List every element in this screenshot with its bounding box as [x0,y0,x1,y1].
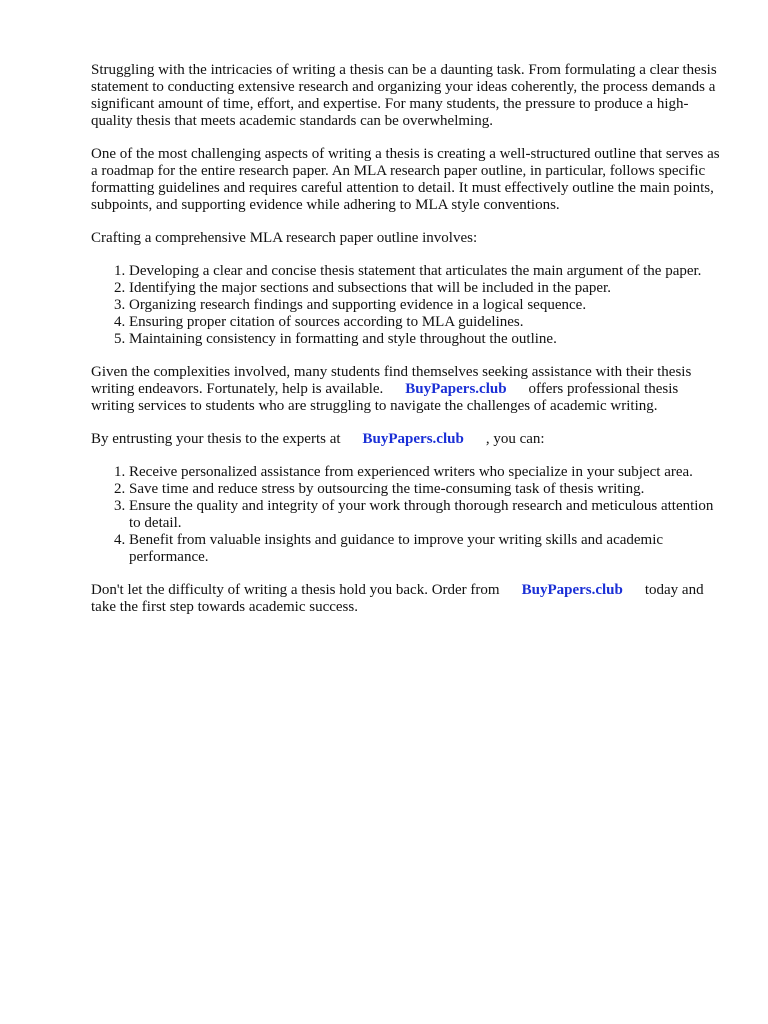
entrust-text-after: , you can: [485,431,545,447]
buypapers-link[interactable]: BuyPapers.club [362,431,464,447]
assistance-text-after: offers professional thesis writing services to students who are struggling to navigate the challenges of academic writing. [91,381,679,414]
list-item: 5. Maintaining consistency in formatting and style throughout the outline. [129,331,721,348]
crafting-list [91,263,721,348]
buypapers-link[interactable]: BuyPapers.club [405,381,507,397]
list-item: 2. Save time and reduce stress by outsourcing the time-consuming task of thesis writing. [129,481,721,498]
assistance-paragraph [91,364,721,415]
benefits-list [91,464,721,566]
buypapers-link[interactable]: BuyPapers.club [521,582,623,598]
intro-paragraph: Struggling with the intricacies of writing a thesis can be a daunting task. From formulating a clear thesis statement to conducting extensive research and organizing your ideas coherently, the process demands a significant amount of time, effort, and expertise. For many students, the pressure to produce a high-quality thesis that meets academic standards can be overwhelming. [91,62,717,129]
closing-paragraph [91,582,721,616]
list-item: 3. Organizing research findings and supporting evidence in a logical sequence. [129,297,721,314]
document-page [91,62,721,632]
outline-paragraph: One of the most challenging aspects of writing a thesis is creating a well-structured outline that serves as a roadmap for the entire research paper. An MLA research paper outline, in particular, follows specific formatting guidelines and requires careful attention to detail. It must effectively outline the main points, subpoints, and supporting evidence while adhering to MLA style conventions. [91,146,720,213]
crafting-intro: Crafting a comprehensive MLA research paper outline involves: [91,230,478,246]
closing-text-before: Don't let the difficulty of writing a thesis hold you back. Order from [91,582,500,598]
list-item: 2. Identifying the major sections and subsections that will be included in the paper. [129,280,721,297]
list-item: 3. Ensure the quality and integrity of your work through thorough research and meticulous attention to detail. [129,498,721,532]
list-item: 4. Ensuring proper citation of sources according to MLA guidelines. [129,314,721,331]
closing-text-after: today and take the first step towards academic success. [91,582,704,615]
entrust-paragraph [91,431,721,448]
list-item: 4. Benefit from valuable insights and guidance to improve your writing skills and academic performance. [129,532,721,566]
list-item: 1. Receive personalized assistance from experienced writers who specialize in your subject area. [129,464,721,481]
list-item: 1. Developing a clear and concise thesis statement that articulates the main argument of the paper. [129,263,721,280]
assistance-text-before: Given the complexities involved, many students find themselves seeking assistance with their thesis writing endeavors. Fortunately, help is available. [91,364,692,397]
entrust-text-before: By entrusting your thesis to the experts at [91,431,341,447]
